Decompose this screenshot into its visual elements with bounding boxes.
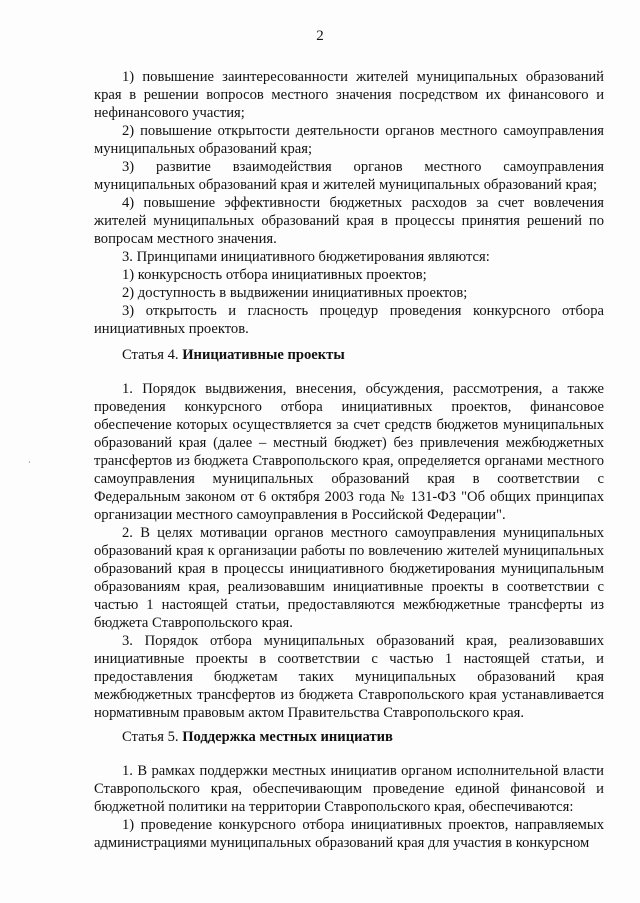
- article-4-prefix: Статья 4.: [122, 347, 183, 363]
- paragraph: 1. Порядок выдвижения, внесения, обсуждения, рассмотрения, а также проведения конкурсного отбора инициативных проектов, финансовое обеспечение которых осуществляется за счет средств бюджетов муниципальных образований края (далее – местный бюджет) без привлечения межбюджетных трансфертов из бюджета Ставропольского края, определяется органами местного самоуправления муниципальных образований края в соответствии с Федеральным законом от 6 октября 2003 года № 131-ФЗ "Об общих принципах организации местного самоуправления в Российской Федерации".: [94, 381, 604, 523]
- paragraph: 3. Принципами инициативного бюджетирования являются:: [122, 249, 490, 265]
- article-4-title: Инициативные проекты: [182, 347, 345, 363]
- paragraph: 1) проведение конкурсного отбора инициативных проектов, направляемых администрациями муниципальных образований края для участия в конкурсном: [94, 817, 604, 851]
- section-goals: [94, 68, 604, 338]
- article-5-prefix: Статья 5.: [122, 729, 183, 745]
- page-number: 2: [316, 28, 324, 44]
- scan-speck-icon: ·: [28, 458, 31, 467]
- section-article-4: [94, 380, 604, 722]
- paragraph: 1. В рамках поддержки местных инициатив органом исполнительной власти Ставропольского края, обеспечивающим проведение единой финансовой и бюджетной политики на территории Ставропольского края, обеспечиваются:: [94, 763, 604, 815]
- paragraph: 1) повышение заинтересованности жителей муниципальных образований края в решении вопросов местного значения посредством их финансового и нефинансового участия;: [94, 69, 604, 121]
- paragraph: 2) повышение открытости деятельности органов местного самоуправления муниципальных образований края;: [94, 123, 604, 157]
- paragraph: 3. Порядок отбора муниципальных образований края, реализовавших инициативные проекты в соответствии с частью 1 настоящей статьи, и предоставления бюджетам таких муниципальных образований края межбюджетных трансфертов из бюджета Ставропольского края устанавливается нормативным правовым актом Правительства Ставропольского края.: [94, 633, 604, 721]
- paragraph: 4) повышение эффективности бюджетных расходов за счет вовлечения жителей муниципальных образований края в процессы принятия решений по вопросам местного значения.: [94, 195, 604, 247]
- paragraph: 3) открытость и гласность процедур проведения конкурсного отбора инициативных проектов.: [94, 303, 604, 337]
- article-5-heading: [122, 728, 393, 746]
- paragraph: 2) доступность в выдвижении инициативных проектов;: [122, 285, 468, 301]
- paragraph: 2. В целях мотивации органов местного самоуправления муниципальных образований края к организации работы по вовлечению жителей муниципальных образований края в процессы инициативного бюджетирования муниципальным образованиям края, реализовавшим инициативные проекты в соответствии с частью 1 настоящей статьи, предоставляются межбюджетные трансферты из бюджета Ставропольского края.: [94, 525, 604, 631]
- article-4-heading: [122, 346, 345, 364]
- section-article-5: [94, 762, 604, 852]
- paragraph: 3) развитие взаимодействия органов местного самоуправления муниципальных образований края и жителей муниципальных образований края;: [94, 159, 604, 193]
- paragraph: 1) конкурсность отбора инициативных проектов;: [122, 267, 427, 283]
- article-5-title: Поддержка местных инициатив: [182, 729, 393, 745]
